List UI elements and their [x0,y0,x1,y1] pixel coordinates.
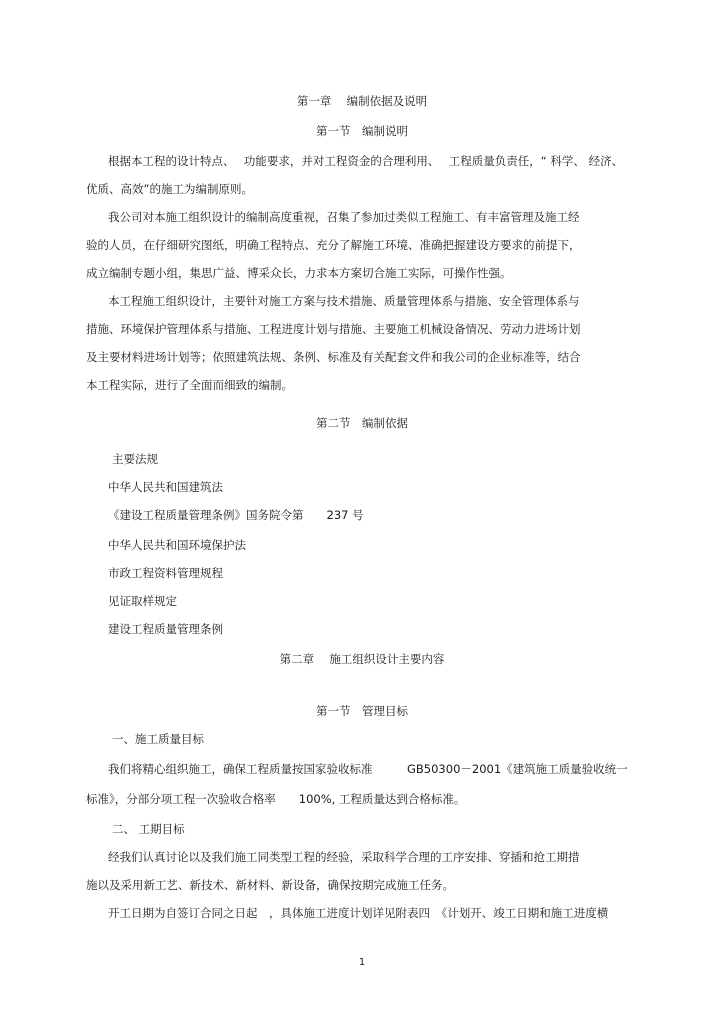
paragraph-line: 措施、环境保护管理体系与措施、工程进度计划与措施、主要施工机械设备情况、劳动力进场计划 [86,322,581,336]
paragraph-line: 经我们认真讨论以及我们施工同类型工程的经验，采取科学合理的工序安排、穿插和抢工期措 [108,850,580,864]
regulation-item: 中华人民共和国建筑法 [108,480,223,494]
regulation-item: 市政工程资料管理规程 [108,566,223,580]
paragraph-line: 及主要材料进场计划等；依照建筑法规、条例、标准及有关配套文件和我公司的企业标准等，结合 [86,350,581,364]
quality-goal-heading: 一、施工质量目标 [112,732,204,746]
paragraph-line: 成立编制专题小组，集思广益、博采众长，力求本方案切合施工实际，可操作性强。 [86,266,512,280]
paragraph-line: 本工程实际，进行了全面而细致的编制。 [86,378,293,392]
section-1-title: 第一节 编制说明 [316,124,408,138]
paragraph-line: 验的人员，在仔细研究图纸，明确工程特点、充分了解施工环境、准确把握建设方要求的前提下， [86,238,581,252]
paragraph-line: 施以及采用新工艺、新技术、新材料、新设备，确保按期完成施工任务。 [86,878,454,892]
regulation-item: 中华人民共和国环境保护法 [108,538,246,552]
page-number: 1 [358,957,366,968]
paragraph-line: 我公司对本施工组织设计的编制高度重视，召集了参加过类似工程施工、有丰富管理及施工经 [108,210,580,224]
paragraph-line: 优质、高效”的施工为编制原则。 [86,182,253,196]
regulation-item: 《建设工程质量管理条例》国务院令第 237 号 [108,508,364,522]
schedule-goal-heading: 二、 工期目标 [112,822,185,836]
paragraph-line: 开工日期为自签订合同之日起 ，具体施工进度计划详见附表四 《计划开、竣工日期和施工进度横 [108,906,609,920]
section-1-title: 第一节 管理目标 [316,704,408,718]
regulation-item: 见证取样规定 [108,594,177,608]
chapter-1-title: 第一章 编制依据及说明 [296,94,428,108]
section-2-title: 第二节 编制依据 [316,416,408,430]
paragraph-line: 本工程施工组织设计，主要针对施工方案与技术措施、质量管理体系与措施、安全管理体系与 [108,294,580,308]
regulation-item: 建设工程质量管理条例 [108,622,223,636]
paragraph-line: 根据本工程的设计特点、 功能要求，并对工程资金的合理利用、 工程质量负责任，“ 科学、 经济、 [108,154,624,168]
paragraph-line: 我们将精心组织施工，确保工程质量按国家验收标准 GB50300－2001《建筑施工质量验收统一 [108,762,628,776]
regulations-heading: 主要法规 [112,452,158,466]
paragraph-line: 标准》，分部分项工程一次验收合格率 100%, 工程质量达到合格标准。 [86,792,466,806]
chapter-2-title: 第二章 施工组织设计主要内容 [279,652,445,666]
